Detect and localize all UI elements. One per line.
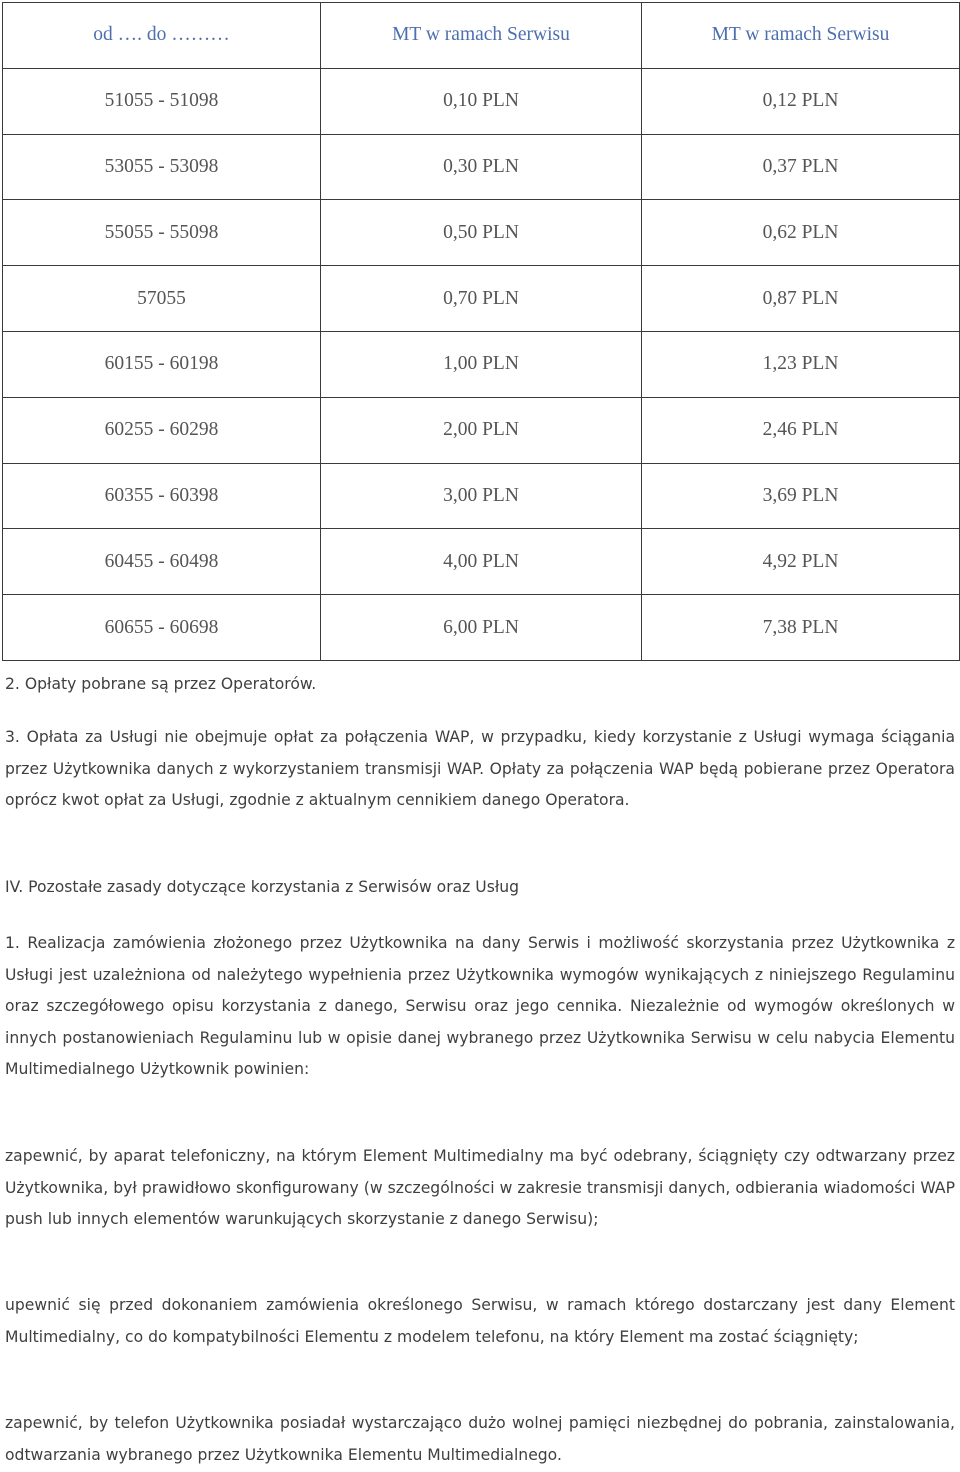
mt-price-cell: 3,00 PLN [321, 463, 642, 529]
table-row [3, 266, 960, 332]
range-cell: 55055 - 55098 [3, 200, 321, 266]
mt-price-gross-cell: 0,12 PLN [642, 68, 960, 134]
mt-price-gross-cell: 3,69 PLN [642, 463, 960, 529]
header-cell-range: od …. do ……… [3, 3, 321, 69]
point-1: 1. Realizacja zamówienia złożonego przez Użytkownika na dany Serwis i możliwość skorzystania przez Użytkownika z Usługi jest uzależniona od należytego wypełnienia przez Użytkownika wymogów wynikających z niniejszego Regulaminu oraz szczegółowego opisu korzystania z danego, Serwisu oraz jego cennika. Niezależnie od wymogów określonych w innych postanowieniach Regulaminu lub w opisie danej wybranego przez Użytkownika Serwisu w celu nabycia Elementu Multimedialnego Użytkownik powinien: [5, 934, 955, 1079]
mt-price-cell: 2,00 PLN [321, 397, 642, 463]
requirement-item-1: zapewnić, by aparat telefoniczny, na którym Element Multimedialny ma być odebrany, ściągnięty czy odtwarzany przez Użytkownika, był prawidłowo skonfigurowany (w szczególności w zakresie transmisji danych, odbierania wiadomości WAP push lub innych elementów warunkujących skorzystanie z danego Serwisu); [5, 1147, 955, 1229]
range-cell: 60255 - 60298 [3, 397, 321, 463]
table-row [3, 463, 960, 529]
mt-price-gross-cell: 0,62 PLN [642, 200, 960, 266]
mt-price-cell: 6,00 PLN [321, 595, 642, 661]
mt-price-gross-cell: 1,23 PLN [642, 331, 960, 397]
mt-price-gross-cell: 2,46 PLN [642, 397, 960, 463]
mt-price-gross-cell: 4,92 PLN [642, 529, 960, 595]
header-cell-mt-price: MT w ramach Serwisu [321, 3, 642, 69]
range-cell: 51055 - 51098 [3, 68, 321, 134]
mt-price-cell: 0,50 PLN [321, 200, 642, 266]
table-row [3, 595, 960, 661]
price-table [2, 2, 960, 661]
requirement-item-3: zapewnić, by telefon Użytkownika posiadał wystarczająco dużo wolnej pamięci niezbędnej do pobrania, zainstalowania, odtwarzania wybranego przez Użytkownika Elementu Multimedialnego. [5, 1414, 955, 1464]
range-cell: 53055 - 53098 [3, 134, 321, 200]
mt-price-gross-cell: 7,38 PLN [642, 595, 960, 661]
mt-price-gross-cell: 0,37 PLN [642, 134, 960, 200]
range-cell: 60655 - 60698 [3, 595, 321, 661]
note-3: 3. Opłata za Usługi nie obejmuje opłat za połączenia WAP, w przypadku, kiedy korzystanie z Usługi wymaga ściągania przez Użytkownika danych z wykorzystaniem transmisji WAP. Opłaty za połączenia WAP będą pobierane przez Operatora oprócz kwot opłat za Usługi, zgodnie z aktualnym cennikiem danego Operatora. [5, 728, 955, 810]
table-row [3, 134, 960, 200]
mt-price-gross-cell: 0,87 PLN [642, 266, 960, 332]
price-table-body [3, 3, 960, 661]
range-cell: 60455 - 60498 [3, 529, 321, 595]
mt-price-cell: 0,30 PLN [321, 134, 642, 200]
mt-price-cell: 0,70 PLN [321, 266, 642, 332]
range-cell: 60155 - 60198 [3, 331, 321, 397]
table-row [3, 397, 960, 463]
mt-price-cell: 0,10 PLN [321, 68, 642, 134]
note-2: 2. Opłaty pobrane są przez Operatorów. [5, 675, 317, 693]
table-row [3, 331, 960, 397]
requirement-item-2: upewnić się przed dokonaniem zamówienia określonego Serwisu, w ramach którego dostarczany jest dany Element Multimedialny, co do kompatybilności Elementu z modelem telefonu, na który Element ma zostać ściągnięty; [5, 1296, 955, 1346]
range-cell: 57055 [3, 266, 321, 332]
table-row [3, 200, 960, 266]
mt-price-cell: 1,00 PLN [321, 331, 642, 397]
table-row [3, 529, 960, 595]
section-heading: IV. Pozostałe zasady dotyczące korzystania z Serwisów oraz Usług [5, 878, 520, 896]
range-cell: 60355 - 60398 [3, 463, 321, 529]
table-header-row [3, 3, 960, 69]
mt-price-cell: 4,00 PLN [321, 529, 642, 595]
header-cell-mt-price-gross: MT w ramach Serwisu [642, 3, 960, 69]
table-row [3, 68, 960, 134]
